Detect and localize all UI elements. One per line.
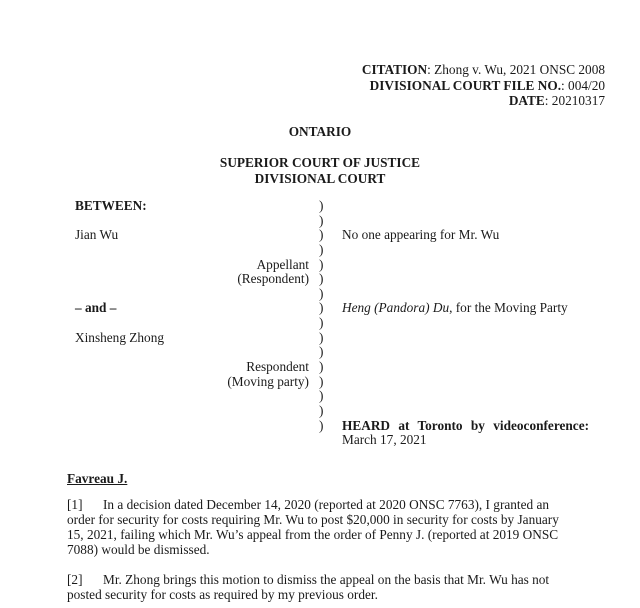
paragraph-1	[67, 497, 567, 557]
bracket: )	[319, 402, 324, 418]
parties-row	[0, 199, 640, 214]
heard-date: March 17, 2021	[342, 432, 427, 448]
file-no-line	[362, 78, 605, 94]
party1-role: Appellant	[256, 256, 309, 272]
party1-name: Jian Wu	[75, 227, 119, 243]
bracket: )	[319, 198, 324, 213]
bracket: )	[319, 241, 324, 257]
counsel2-role: , for the Moving Party	[449, 300, 568, 316]
counsel2-name: Heng (Pandora) Du	[342, 300, 450, 316]
court-heading	[0, 155, 640, 186]
court-name: SUPERIOR COURT OF JUSTICE	[219, 155, 421, 170]
parties-row	[0, 214, 640, 229]
parties-row	[0, 360, 640, 375]
counsel1: No one appearing for Mr. Wu	[342, 227, 500, 243]
bracket: )	[319, 359, 324, 375]
citation-block	[362, 62, 605, 109]
paragraph-text: Mr. Zhong brings this motion to dismiss the appeal on the basis that Mr. Wu has not posted security for costs as required by my previous order.	[67, 572, 550, 602]
bracket: )	[319, 315, 324, 331]
party2-role: Respondent	[246, 359, 309, 375]
bracket: )	[319, 227, 324, 243]
parties-row	[0, 375, 640, 390]
parties-row	[0, 345, 640, 360]
counsel2	[342, 301, 568, 316]
parties-row	[0, 301, 640, 316]
judge-name: Favreau J.	[67, 471, 128, 486]
parties-row	[0, 272, 640, 287]
parties-table	[0, 199, 640, 448]
file-no-value: : 004/20	[561, 77, 605, 93]
party2-name: Xinsheng Zhong	[75, 329, 165, 345]
parties-row	[0, 316, 640, 331]
bracket: )	[319, 285, 324, 301]
bracket: )	[319, 329, 324, 345]
bracket: )	[319, 373, 324, 389]
court-division: DIVISIONAL COURT	[254, 170, 386, 186]
parties-row	[0, 287, 640, 302]
citation-line	[362, 62, 605, 78]
bracket: )	[319, 300, 324, 316]
parties-row	[0, 419, 640, 434]
date-value: : 20210317	[544, 93, 605, 108]
parties-row	[0, 389, 640, 404]
citation-value: : Zhong v. Wu, 2021 ONSC 2008	[427, 62, 605, 77]
bracket: )	[319, 417, 324, 433]
parties-row	[0, 404, 640, 419]
bracket: )	[319, 344, 324, 360]
file-no-label: DIVISIONAL COURT FILE NO.	[369, 77, 562, 93]
paragraph-text: In a decision dated December 14, 2020 (reported at 2020 ONSC 7763), I granted an order for security for costs requiring Mr. Wu to post $20,000 in security for costs by January 15, 2021, failing which Mr. Wu’s appeal from the order of Penny J. (reported at 2019 ONSC 7088) would be dismissed.	[67, 497, 559, 557]
parties-row	[0, 243, 640, 258]
parties-row	[0, 228, 640, 243]
paragraph-number: [1]	[67, 497, 83, 512]
date-line	[362, 93, 605, 109]
bracket: )	[319, 256, 324, 272]
bracket: )	[319, 271, 324, 287]
parties-row	[0, 331, 640, 346]
date-label: DATE	[508, 93, 545, 108]
parties-row	[0, 433, 640, 448]
bracket: )	[319, 212, 324, 228]
party1-role-secondary: (Respondent)	[237, 271, 309, 287]
party2-role-secondary: (Moving party)	[227, 373, 309, 389]
bracket: )	[319, 388, 324, 404]
heard-label: HEARD at Toronto by videoconference:	[342, 417, 590, 433]
citation-label: CITATION	[361, 62, 428, 77]
and-separator: – and –	[75, 300, 117, 316]
paragraph-2	[67, 572, 567, 602]
parties-row	[0, 258, 640, 273]
paragraph-number: [2]	[67, 572, 83, 587]
between-label: BETWEEN:	[75, 198, 147, 213]
province-heading: ONTARIO	[288, 124, 352, 139]
